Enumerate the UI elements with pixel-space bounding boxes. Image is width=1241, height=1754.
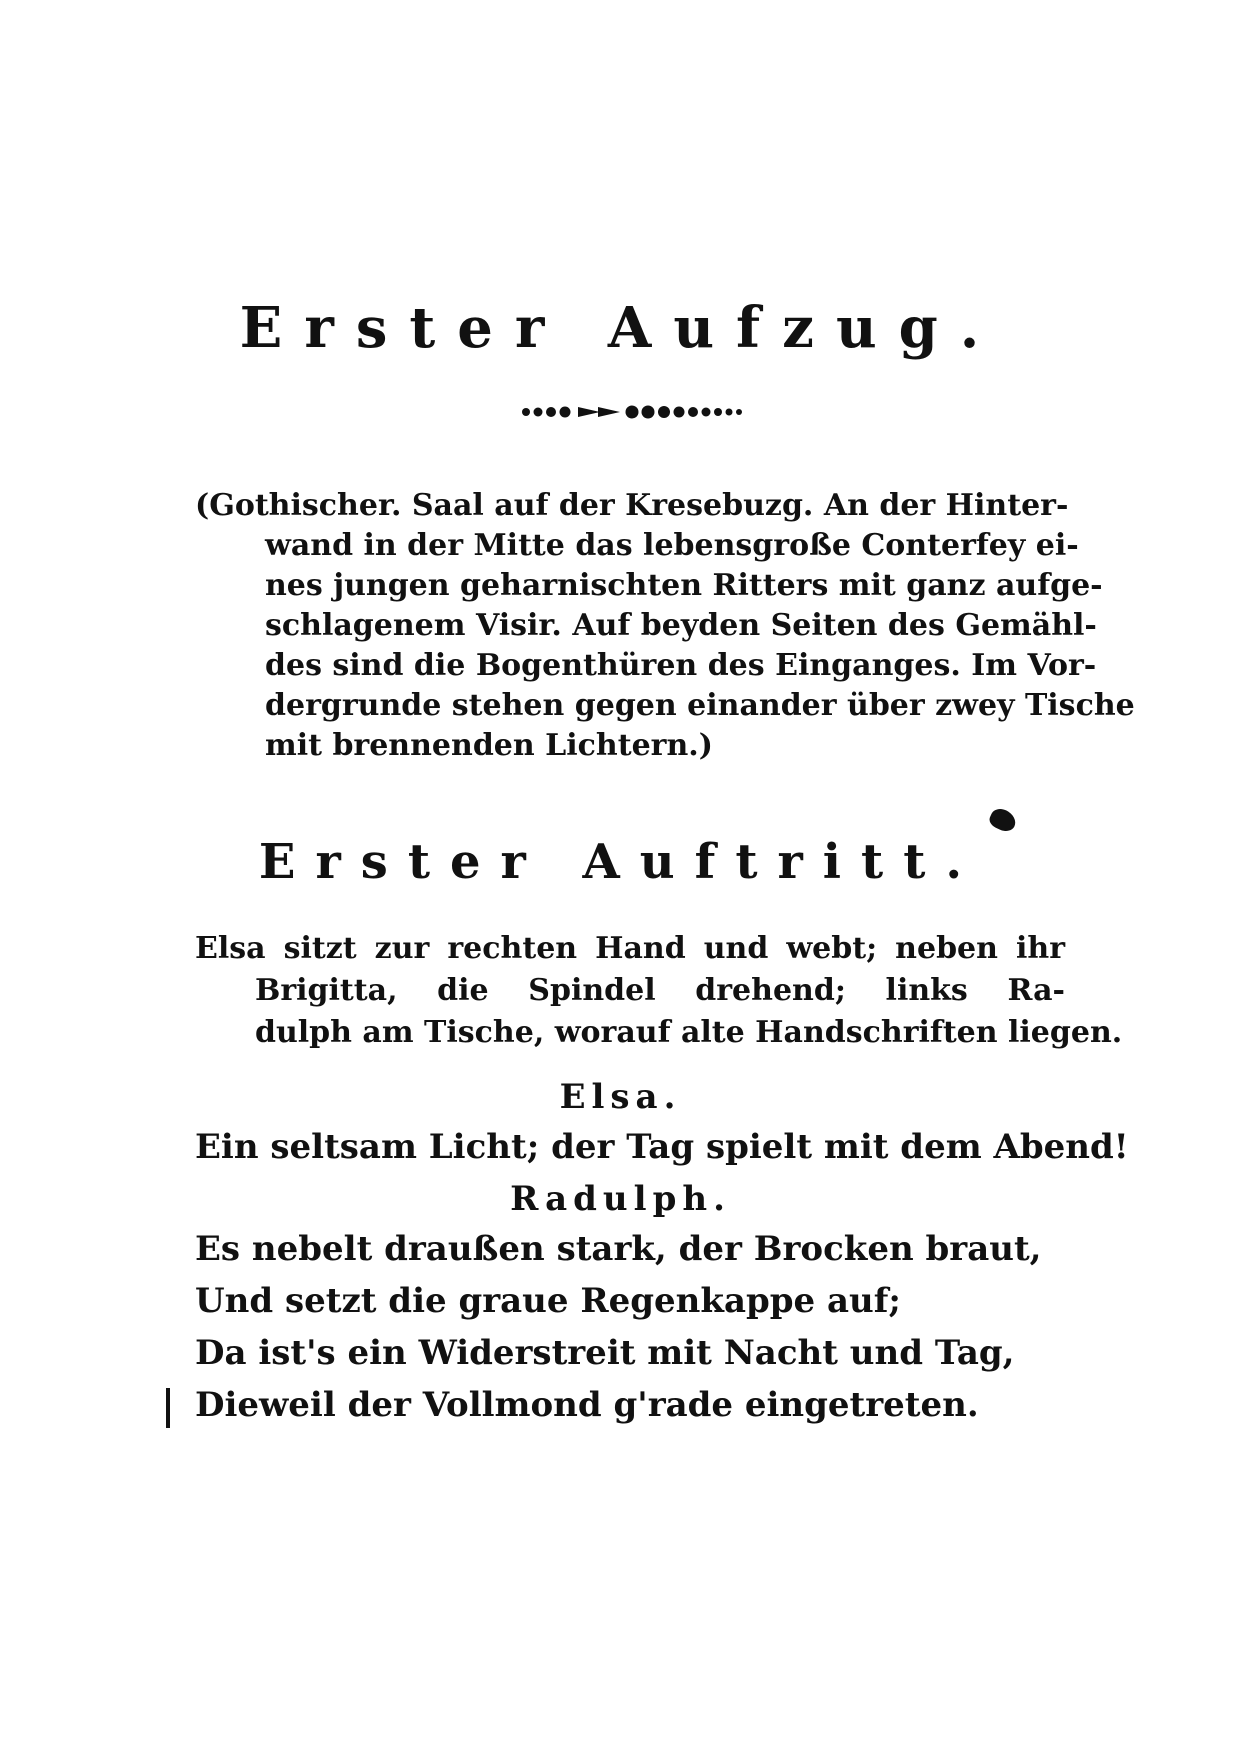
cast-direction-line: dulph am Tische, worauf alte Handschriften liegen.: [255, 1015, 1123, 1050]
verse-line: Ein seltsam Licht; der Tag spielt mit dem Abend!: [195, 1127, 1129, 1167]
stage-direction-line: schlagenem Visir. Auf beyden Seiten des Gemähl-: [265, 608, 1097, 643]
stage-direction-line: dergrunde stehen gegen einander über zwey Tische: [265, 688, 1135, 723]
stage-direction-line: nes jungen geharnischten Ritters mit ganz aufge-: [265, 568, 1103, 603]
scene-title: Erster Auftritt.: [258, 834, 983, 890]
act-title: Erster Aufzug.: [239, 295, 1002, 361]
stage-direction-line: des sind die Bogenthüren des Einganges. Im Vor-: [265, 648, 1097, 683]
cast-direction: [195, 928, 1123, 1054]
speaker-name: Elsa.: [559, 1077, 682, 1117]
cast-direction-line: Brigitta, die Spindel drehend; links Ra-: [255, 973, 1065, 1008]
verse-line: Da ist's ein Widerstreit mit Nacht und Tag,: [195, 1333, 1015, 1373]
cast-direction-line: Elsa sitzt zur rechten Hand und webt; neben ihr: [195, 931, 1065, 966]
stage-direction: [195, 486, 1135, 766]
ink-blot: [987, 805, 1019, 834]
stage-direction-line: mit brennenden Lichtern.): [265, 728, 713, 763]
ornament-divider: [520, 404, 748, 420]
verse-line: Und setzt die graue Regenkappe auf;: [195, 1281, 901, 1321]
verse-line: Es nebelt draußen stark, der Brocken braut,: [195, 1229, 1042, 1269]
stage-direction-line: wand in der Mitte das lebensgroße Conterfey ei-: [265, 528, 1079, 563]
verse-line: Dieweil der Vollmond g'rade eingetreten.: [195, 1385, 979, 1425]
stage-direction-line: (Gothischer. Saal auf der Kresebuzg. An der Hinter-: [195, 488, 1069, 523]
speaker-name: Radulph.: [510, 1179, 731, 1219]
margin-mark: [166, 1388, 170, 1428]
